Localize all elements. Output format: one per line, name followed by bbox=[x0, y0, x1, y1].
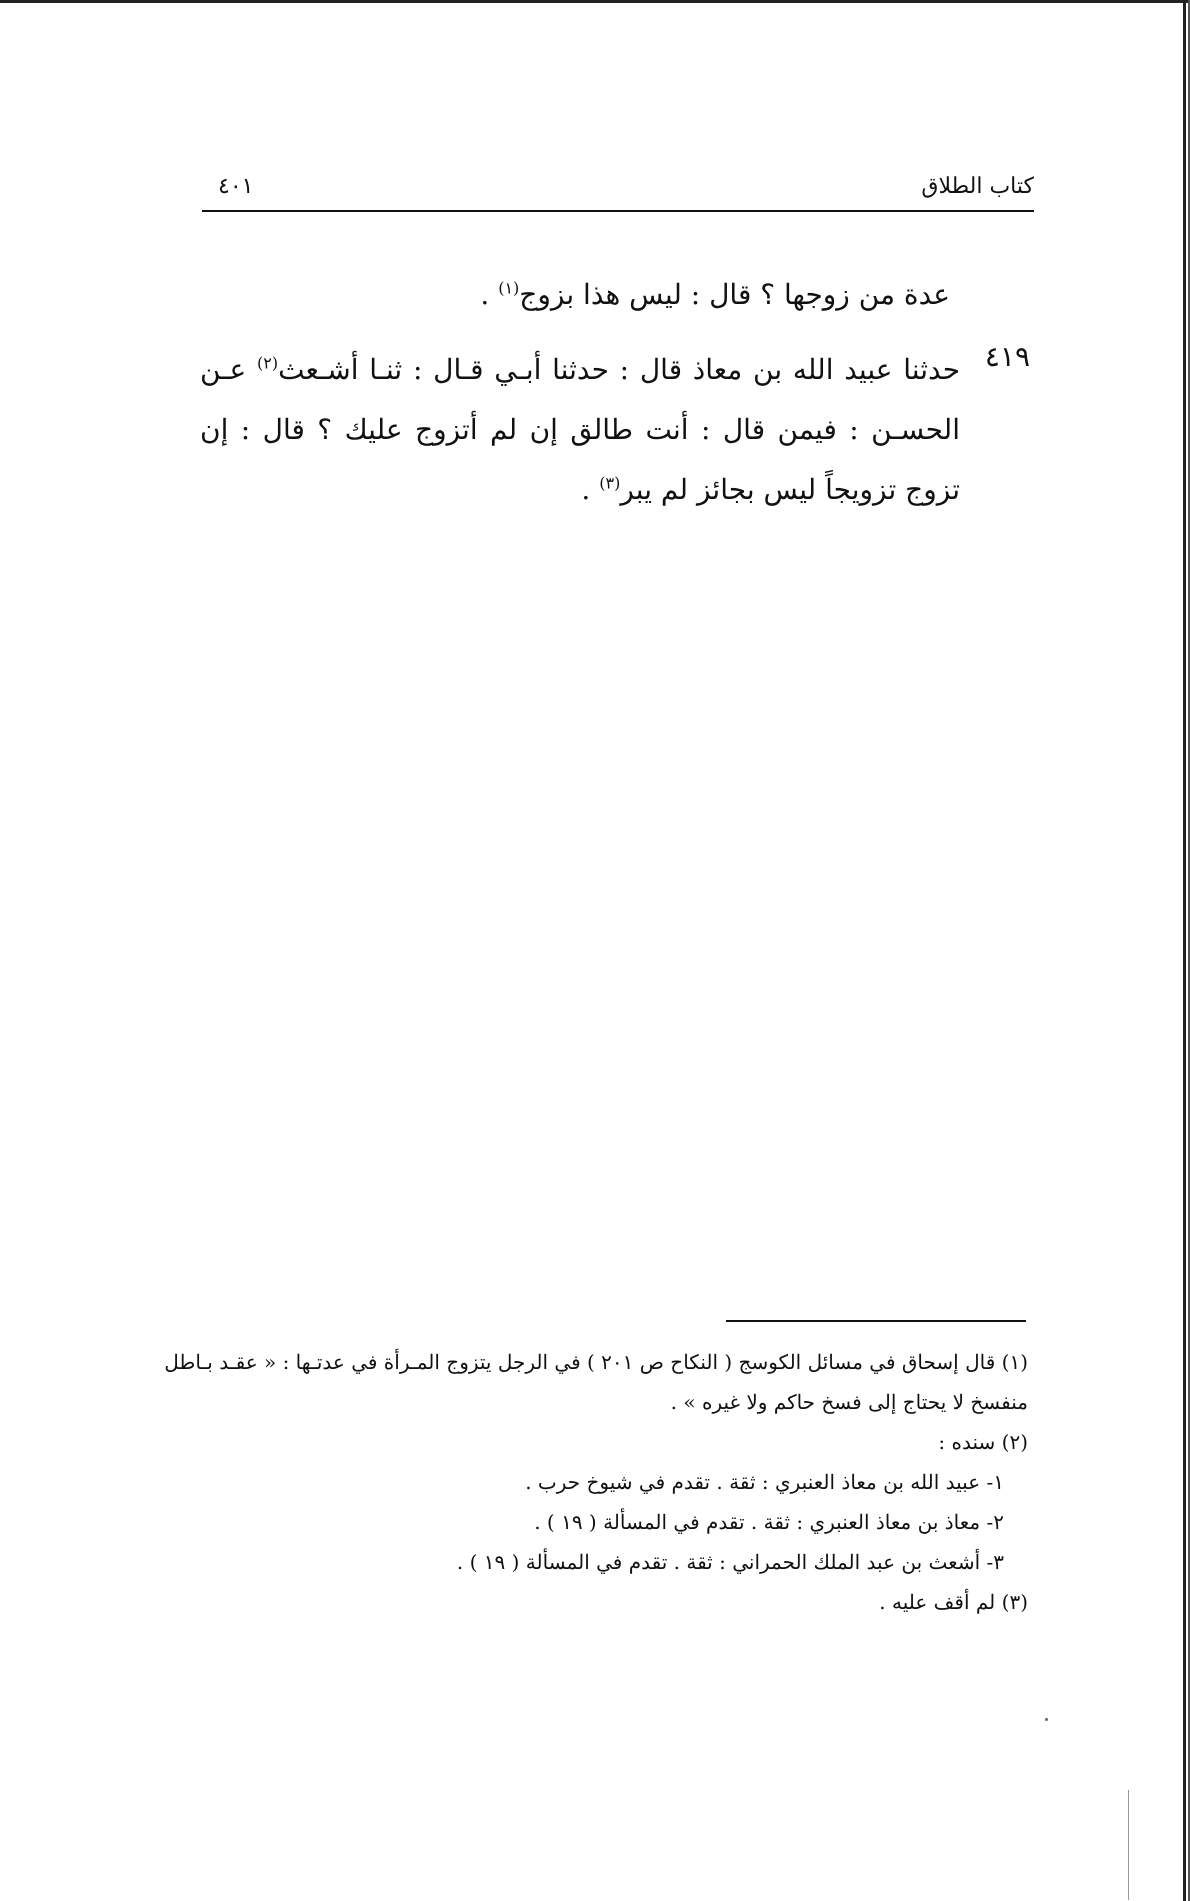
footnote-ref-3: (٣) bbox=[599, 473, 621, 493]
scan-edge-top bbox=[0, 0, 1190, 3]
footnote-ref-2: (٢) bbox=[256, 353, 279, 373]
scan-edge-right bbox=[1183, 0, 1186, 1901]
footnote-2-item-1: ١- عبيد الله بن معاذ العنبري : ثقة . تقدم في شيوخ حرب . bbox=[525, 1470, 1004, 1494]
footnote-separator bbox=[726, 1320, 1026, 1322]
scan-speck bbox=[1045, 1718, 1048, 1721]
entry-text-part1: حدثنا عبيد الله بن معاذ قال : حدثنا أبـي قـال : ثنـا أشـعث bbox=[278, 353, 961, 386]
footnote-2-item-2: ٢- معاذ بن معاذ العنبري : ثقة . تقدم في المسألة ( ١٩ ) . bbox=[534, 1510, 1004, 1534]
scan-mark bbox=[1128, 1790, 1129, 1900]
running-header bbox=[202, 170, 1034, 212]
footnote-1-line-2: منفسخ لا يحتاج إلى فسخ حاكم ولا غيره » . bbox=[670, 1390, 1028, 1414]
chapter-title: كتاب الطلاق bbox=[921, 174, 1034, 199]
page-number: ٤٠١ bbox=[218, 174, 254, 199]
footnote-1-line-1: (١) قال إسحاق في مسائل الكوسج ( النكاح ص ٢٠١ ) في الرجل يتزوج المـرأة في عدتـها : « عقـد بـاطل bbox=[164, 1350, 1028, 1374]
continuation-paragraph bbox=[210, 265, 950, 325]
footnote-2-item-3: ٣- أشعث بن عبد الملك الحمراني : ثقة . تقدم في المسألة ( ١٩ ) . bbox=[456, 1550, 1004, 1574]
footnotes bbox=[164, 1342, 1028, 1622]
footnote-ref-1: (١) bbox=[498, 278, 520, 298]
footnote-3: (٣) لم أقف عليه . bbox=[879, 1590, 1028, 1614]
footnote-2-heading: (٢) سنده : bbox=[938, 1430, 1028, 1454]
entry-text-part2: عـن الحسـن : فيمن قال : أنت طالق إن لم أتزوج عليك ؟ قال : إن تزوج تزويجاً ليس بجائز لم يبر bbox=[200, 353, 960, 506]
entry-number: ٤١٩ bbox=[984, 340, 1030, 373]
entry-paragraph bbox=[200, 340, 960, 520]
entry-end: . bbox=[581, 473, 600, 506]
continuation-end: . bbox=[480, 278, 499, 311]
continuation-text: عدة من زوجها ؟ قال : ليس هذا بزوج bbox=[519, 278, 950, 311]
